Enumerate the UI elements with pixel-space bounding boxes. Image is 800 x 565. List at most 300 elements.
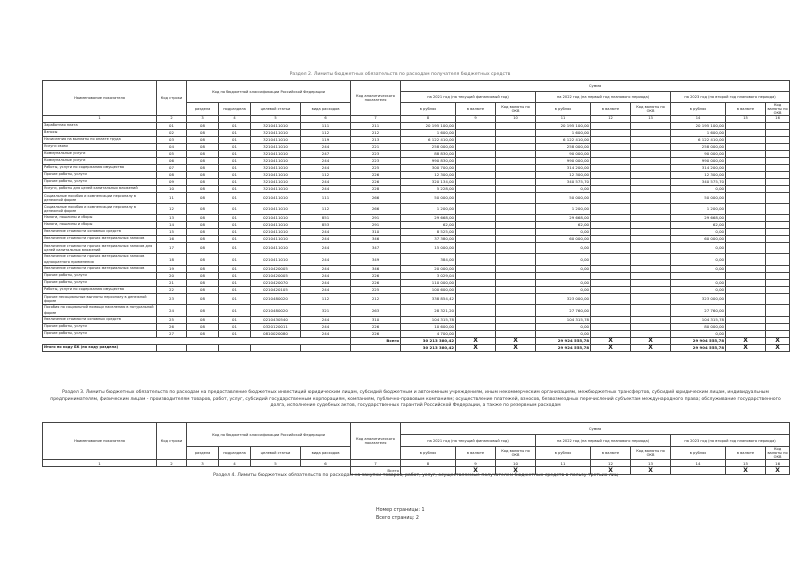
row-analytic: 226 (351, 331, 401, 338)
row-sum-2023: 0,00 (671, 229, 726, 236)
row-val-2023 (726, 158, 766, 165)
col-2022: на 2022 год (на первый год планового периода) (536, 92, 671, 103)
row-sum-2022: 0,00 (536, 331, 591, 338)
column-numbers-row (43, 460, 790, 467)
row-okv-2022 (631, 144, 671, 151)
row-okv-2022 (631, 305, 671, 317)
row-sum-2023: 60 000,00 (671, 236, 726, 243)
row-okv-2023 (766, 317, 790, 324)
row-analytic: 228 (351, 186, 401, 193)
row-sum-2022: 0,00 (536, 254, 591, 266)
row-val-2022 (591, 222, 631, 229)
col-rub: в рублях (536, 103, 591, 116)
row-sum-2022: 12 300,00 (536, 172, 591, 179)
row-val-2023 (726, 243, 766, 254)
row-val-2023 (726, 137, 766, 144)
row-okv-2023 (766, 229, 790, 236)
row-okv-2022 (631, 172, 671, 179)
row-sum-2023: 990 000,00 (671, 158, 726, 165)
col-num: 1 (43, 116, 157, 123)
row-podrazdel: 01 (219, 236, 251, 243)
col-analytic: Код аналитического показателя (351, 81, 401, 116)
row-sum-2021: 29 668,00 (401, 215, 456, 222)
row-sum-2022: 990 000,00 (536, 158, 591, 165)
row-analytic: 226 (351, 172, 401, 179)
row-razdel: 08 (187, 266, 219, 273)
row-okv-2023 (766, 144, 790, 151)
row-analytic: 291 (351, 222, 401, 229)
row-name: Налоги, пошлины и сборы (43, 215, 157, 222)
x-mark: X (456, 467, 496, 475)
row-name: Пособия по социальной помощи населению в натуральной форме (43, 305, 157, 317)
row-okv-2021 (496, 204, 536, 215)
row-razdel: 08 (187, 222, 219, 229)
row-val-2021 (456, 324, 496, 331)
row-val-2023 (726, 236, 766, 243)
row-sum-2022: 0,00 (536, 186, 591, 193)
row-okv-2022 (631, 123, 671, 130)
row-csr: 0210420070 (251, 280, 301, 287)
row-val-2021 (456, 280, 496, 287)
col-num: 9 (456, 116, 496, 123)
row-sum-2022: 104 315,78 (536, 317, 591, 324)
table-row (43, 137, 790, 144)
row-analytic: 349 (351, 254, 401, 266)
row-okv-2021 (496, 287, 536, 294)
row-analytic: 226 (351, 273, 401, 280)
row-val-2023 (726, 151, 766, 158)
row-okv-2021 (496, 294, 536, 305)
row-podrazdel: 01 (219, 243, 251, 254)
row-podrazdel: 01 (219, 287, 251, 294)
row-name: Увеличение стоимости прочих материальных запасов (43, 236, 157, 243)
row-okv-2023 (766, 324, 790, 331)
row-sum-2022: 340 575,70 (536, 179, 591, 186)
row-razdel: 08 (187, 204, 219, 215)
row-sum-2022: 50 000,00 (536, 193, 591, 204)
row-name: Прочие работы, услуги (43, 331, 157, 338)
row-sum-2022: 0,00 (536, 243, 591, 254)
row-okv-2021 (496, 236, 536, 243)
row-csr: 3210411010 (251, 151, 301, 158)
row-name: Налоги, пошлины и сборы (43, 222, 157, 229)
row-okv-2023 (766, 123, 790, 130)
row-val-2023 (726, 294, 766, 305)
col-vr: вида расходов (301, 103, 351, 116)
pbs-total-2022: 29 924 555,78 (536, 345, 591, 352)
col-num: 14 (671, 460, 726, 467)
row-okv-2023 (766, 287, 790, 294)
row-sum-2021: 4 700,00 (401, 331, 456, 338)
col-num: 16 (766, 116, 790, 123)
row-sum-2023: 20 195 100,00 (671, 123, 726, 130)
row-okv-2022 (631, 193, 671, 204)
row-sum-2021: 300 700,00 (401, 165, 456, 172)
table-row (43, 165, 790, 172)
row-okv-2022 (631, 254, 671, 266)
row-okv-2023 (766, 236, 790, 243)
row-okv-2021 (496, 266, 536, 273)
row-val-2022 (591, 123, 631, 130)
row-val-2023 (726, 123, 766, 130)
col-rub: в рублях (401, 447, 456, 460)
row-analytic: 346 (351, 236, 401, 243)
row-name: Увеличение стоимости основных средств (43, 317, 157, 324)
row-okv-2023 (766, 273, 790, 280)
row-sum-2022: 314 200,00 (536, 165, 591, 172)
row-val-2023 (726, 179, 766, 186)
row-vr: 111 (301, 123, 351, 130)
row-podrazdel: 01 (219, 222, 251, 229)
x-mark: X (496, 345, 536, 352)
row-okv-2022 (631, 243, 671, 254)
row-val-2023 (726, 165, 766, 172)
row-vr: 321 (301, 305, 351, 317)
row-analytic: 225 (351, 165, 401, 172)
row-podrazdel: 01 (219, 179, 251, 186)
total-label: Всего (351, 467, 401, 475)
row-val-2022 (591, 137, 631, 144)
table-row (43, 222, 790, 229)
row-val-2023 (726, 331, 766, 338)
x-mark: X (591, 467, 631, 475)
row-val-2022 (591, 172, 631, 179)
row-analytic: 213 (351, 137, 401, 144)
row-val-2023 (726, 273, 766, 280)
col-num: 15 (726, 116, 766, 123)
row-okv-2023 (766, 204, 790, 215)
row-okv-2022 (631, 331, 671, 338)
row-razdel: 08 (187, 254, 219, 266)
col-okv: Код валюты по ОКВ (631, 103, 671, 116)
row-podrazdel: 01 (219, 186, 251, 193)
row-csr: 3210411010 (251, 186, 301, 193)
row-sum-2022: 20 195 100,00 (536, 123, 591, 130)
table-row (43, 229, 790, 236)
row-podrazdel: 01 (219, 172, 251, 179)
row-sum-2023: 27 760,00 (671, 305, 726, 317)
row-val-2021 (456, 236, 496, 243)
col-num: 4 (219, 460, 251, 467)
x-mark: X (726, 345, 766, 352)
row-name: Социальные пособия и компенсации персоналу в денежной форме (43, 193, 157, 204)
row-podrazdel: 01 (219, 331, 251, 338)
table-row (43, 243, 790, 254)
row-okv-2021 (496, 324, 536, 331)
row-okv-2022 (631, 158, 671, 165)
row-val-2022 (591, 273, 631, 280)
row-name: Работы, услуги по содержанию имущества (43, 165, 157, 172)
row-okv-2023 (766, 186, 790, 193)
row-vr: 244 (301, 243, 351, 254)
row-okv-2023 (766, 254, 790, 266)
row-sum-2021: 100 600,00 (401, 287, 456, 294)
row-razdel: 08 (187, 158, 219, 165)
row-vr: 247 (301, 151, 351, 158)
col-num: 16 (766, 460, 790, 467)
col-num: 11 (536, 460, 591, 467)
row-name: Начисления на выплаты по оплате труда (43, 137, 157, 144)
row-val-2023 (726, 305, 766, 317)
row-sum-2021: 62,00 (401, 222, 456, 229)
row-razdel: 08 (187, 144, 219, 151)
row-name: Увеличение стоимости прочих материальных запасов однократного применения (43, 254, 157, 266)
row-sum-2023: 90 000,00 (671, 151, 726, 158)
row-val-2023 (726, 229, 766, 236)
row-podrazdel: 01 (219, 273, 251, 280)
col-okv: Код валюты по ОКВ (496, 447, 536, 460)
col-razdel: раздела (187, 103, 219, 116)
row-code: 21 (157, 280, 187, 287)
col-bcc: Код по бюджетной классификации Российской Федерации (187, 81, 351, 103)
x-mark: X (496, 467, 536, 475)
x-mark: X (631, 345, 671, 352)
col-num: 13 (631, 460, 671, 467)
x-mark: X (766, 467, 790, 475)
row-okv-2023 (766, 165, 790, 172)
row-sum-2023: 0,00 (671, 266, 726, 273)
row-analytic: 226 (351, 179, 401, 186)
section2-title: Раздел 2. Лимиты бюджетных обязательств по расходам получателя бюджетных средств (289, 72, 511, 77)
row-csr: 0320120011 (251, 324, 301, 331)
row-okv-2022 (631, 266, 671, 273)
row-val-2021 (456, 130, 496, 137)
row-name: Прочие работы, услуги (43, 273, 157, 280)
row-okv-2022 (631, 186, 671, 193)
row-vr: 244 (301, 158, 351, 165)
row-vr: 111 (301, 193, 351, 204)
row-code: 09 (157, 179, 187, 186)
row-name: Взносы (43, 130, 157, 137)
row-val-2023 (726, 204, 766, 215)
row-vr: 244 (301, 236, 351, 243)
row-okv-2022 (631, 151, 671, 158)
row-csr: 0210411010 (251, 222, 301, 229)
x-mark: X (591, 338, 631, 345)
row-csr: 3210411010 (251, 130, 301, 137)
row-vr: 244 (301, 280, 351, 287)
row-code: 19 (157, 266, 187, 273)
table-row (43, 317, 790, 324)
row-okv-2022 (631, 165, 671, 172)
row-csr: 0210411010 (251, 229, 301, 236)
row-okv-2021 (496, 137, 536, 144)
row-podrazdel: 01 (219, 229, 251, 236)
row-analytic: 223 (351, 158, 401, 165)
row-okv-2022 (631, 236, 671, 243)
row-val-2023 (726, 254, 766, 266)
row-val-2021 (456, 144, 496, 151)
row-val-2022 (591, 130, 631, 137)
row-name: Прочие работы, услуги (43, 280, 157, 287)
row-val-2022 (591, 165, 631, 172)
row-code: 20 (157, 273, 187, 280)
row-code: 14 (157, 222, 187, 229)
row-val-2022 (591, 305, 631, 317)
row-sum-2022: 29 668,00 (536, 215, 591, 222)
row-code: 06 (157, 158, 187, 165)
row-sum-2022: 1 600,00 (536, 130, 591, 137)
row-razdel: 08 (187, 172, 219, 179)
row-val-2023 (726, 186, 766, 193)
row-podrazdel: 01 (219, 266, 251, 273)
row-okv-2021 (496, 331, 536, 338)
page-number: Номер страницы: 1 (376, 508, 425, 513)
row-val-2023 (726, 317, 766, 324)
x-mark: X (766, 338, 790, 345)
row-razdel: 08 (187, 179, 219, 186)
row-val-2023 (726, 266, 766, 273)
row-sum-2021: 384,00 (401, 254, 456, 266)
row-sum-2023: 258 000,00 (671, 144, 726, 151)
row-razdel: 08 (187, 324, 219, 331)
row-okv-2021 (496, 151, 536, 158)
row-csr: 0810020080 (251, 331, 301, 338)
table-row (43, 280, 790, 287)
row-sum-2021: 110 000,00 (401, 280, 456, 287)
row-podrazdel: 01 (219, 280, 251, 287)
row-sum-2022: 258 000,00 (536, 144, 591, 151)
row-val-2021 (456, 193, 496, 204)
row-val-2021 (456, 243, 496, 254)
row-code: 25 (157, 317, 187, 324)
pbs-total-row (43, 345, 790, 352)
row-okv-2021 (496, 144, 536, 151)
row-val-2021 (456, 137, 496, 144)
row-vr: 244 (301, 317, 351, 324)
row-okv-2023 (766, 137, 790, 144)
row-name: Прочие работы, услуги (43, 324, 157, 331)
pbs-total-2023: 29 904 555,78 (671, 345, 726, 352)
table-row (43, 193, 790, 204)
row-okv-2022 (631, 317, 671, 324)
row-podrazdel: 01 (219, 158, 251, 165)
row-name: Услуги, работы для целей капитальных вложений (43, 186, 157, 193)
row-okv-2023 (766, 243, 790, 254)
table-row (43, 151, 790, 158)
row-code: 13 (157, 215, 187, 222)
col-2022: на 2022 год (на первый год планового периода) (536, 435, 671, 447)
table-row (43, 254, 790, 266)
row-val-2022 (591, 331, 631, 338)
row-okv-2023 (766, 305, 790, 317)
row-code: 10 (157, 186, 187, 193)
col-num: 7 (351, 460, 401, 467)
row-analytic: 266 (351, 193, 401, 204)
row-csr: 0210430540 (251, 317, 301, 324)
row-razdel: 08 (187, 331, 219, 338)
row-vr: 244 (301, 273, 351, 280)
col-rub: в рублях (671, 103, 726, 116)
row-vr: 244 (301, 144, 351, 151)
table-row (43, 294, 790, 305)
row-podrazdel: 01 (219, 324, 251, 331)
row-sum-2021: 990 830,00 (401, 158, 456, 165)
row-sum-2021: 28 321,20 (401, 305, 456, 317)
row-sum-2023: 6 122 410,00 (671, 137, 726, 144)
col-num: 13 (631, 116, 671, 123)
row-sum-2022: 60 000,00 (536, 236, 591, 243)
x-mark: X (456, 345, 496, 352)
row-val-2022 (591, 158, 631, 165)
table-row (43, 144, 790, 151)
row-val-2021 (456, 273, 496, 280)
row-csr: 0210420105 (251, 287, 301, 294)
row-vr: 244 (301, 254, 351, 266)
row-razdel: 08 (187, 186, 219, 193)
col-2021: на 2021 год (на текущий финансовый год) (401, 435, 536, 447)
row-analytic: 347 (351, 243, 401, 254)
row-podrazdel: 01 (219, 317, 251, 324)
row-okv-2021 (496, 130, 536, 137)
row-sum-2023 (671, 273, 726, 280)
row-sum-2021: 6 122 410,00 (401, 137, 456, 144)
row-vr: 112 (301, 294, 351, 305)
col-num: 4 (219, 116, 251, 123)
row-sum-2022: 323 000,00 (536, 294, 591, 305)
table-row (43, 158, 790, 165)
row-analytic: 346 (351, 266, 401, 273)
col-2023: на 2023 год (на второй год планового периода) (671, 435, 790, 447)
row-sum-2022: 0,00 (536, 324, 591, 331)
row-code: 27 (157, 331, 187, 338)
row-code: 17 (157, 243, 187, 254)
row-csr: 3210411010 (251, 172, 301, 179)
row-sum-2022 (536, 273, 591, 280)
row-sum-2023: 29 668,00 (671, 215, 726, 222)
row-analytic: 225 (351, 287, 401, 294)
row-okv-2022 (631, 273, 671, 280)
col-num: 1 (43, 460, 157, 467)
row-razdel: 08 (187, 273, 219, 280)
col-rub: в рублях (401, 103, 456, 116)
row-razdel: 08 (187, 243, 219, 254)
col-num: 10 (496, 116, 536, 123)
column-numbers-row (43, 116, 790, 123)
x-mark: X (456, 338, 496, 345)
x-mark: X (631, 467, 671, 475)
row-podrazdel: 01 (219, 144, 251, 151)
row-sum-2021: 8 525,00 (401, 229, 456, 236)
row-csr: 3210411010 (251, 179, 301, 186)
row-vr: 244 (301, 331, 351, 338)
row-sum-2022: 6 122 410,00 (536, 137, 591, 144)
row-okv-2021 (496, 317, 536, 324)
row-sum-2023: 1 600,00 (671, 130, 726, 137)
row-val-2021 (456, 179, 496, 186)
row-val-2023 (726, 144, 766, 151)
row-okv-2022 (631, 222, 671, 229)
row-razdel: 08 (187, 130, 219, 137)
row-okv-2021 (496, 186, 536, 193)
row-razdel: 08 (187, 317, 219, 324)
row-sum-2021: 37 380,00 (401, 236, 456, 243)
row-sum-2023: 50 000,00 (671, 193, 726, 204)
row-razdel: 08 (187, 287, 219, 294)
total-row (43, 338, 790, 345)
row-okv-2021 (496, 254, 536, 266)
row-val-2021 (456, 165, 496, 172)
col-2023: на 2023 год (на второй год планового периода) (671, 92, 790, 103)
row-okv-2023 (766, 222, 790, 229)
table-row (43, 179, 790, 186)
row-sum-2023: 104 315,78 (671, 317, 726, 324)
row-name: Увеличение стоимости прочих материальных запасов для целей капитальных вложений (43, 243, 157, 254)
row-csr: 3210411010 (251, 144, 301, 151)
row-sum-2021: 104 315,78 (401, 317, 456, 324)
row-sum-2023: 323 000,00 (671, 294, 726, 305)
row-val-2022 (591, 215, 631, 222)
